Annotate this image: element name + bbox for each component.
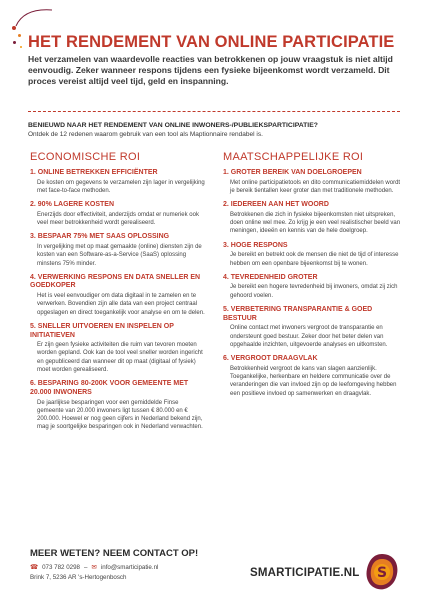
item-title: 3. HOGE RESPONS bbox=[223, 241, 288, 249]
social-roi-heading: MAATSCHAPPELIJKE ROI bbox=[223, 151, 364, 163]
economic-item bbox=[30, 233, 205, 267]
email-link[interactable]: info@smarticipatie.nl bbox=[100, 563, 159, 571]
phone-icon: ☎ bbox=[30, 564, 39, 571]
item-text: Online contact met inwoners vergroot de transparantie en ondersteunt goed bestuur. Zeker door het beter delen van opgehaalde inzichten, uitgevoerde analyses en uitkomsten. bbox=[230, 325, 388, 348]
item-title: 6. VERGROOT DRAAGVLAK bbox=[223, 355, 318, 363]
social-item bbox=[223, 242, 405, 268]
social-item bbox=[223, 169, 405, 195]
decorative-curve bbox=[14, 6, 54, 28]
social-item bbox=[223, 201, 405, 235]
address: Brink 7, 5236 AR 's-Hertogenbosch bbox=[30, 574, 127, 581]
economic-roi-heading: ECONOMISCHE ROI bbox=[30, 151, 141, 163]
item-text: Betrokkenheid vergroot de kans van slagen aanzienlijk. Toegankelijke, herkenbare en heldere communicatie over de veranderingen die van invloed zijn op de leefomgeving hebben een positieve invloed op samenwerken en draagvlak. bbox=[230, 365, 397, 397]
economic-item bbox=[30, 201, 205, 227]
social-roi-column bbox=[223, 151, 405, 404]
item-text: De jaarlijkse besparingen voor een gemiddelde Finse gemeente van 20.000 inwoners ligt tussen € 80.000 en € 200.000. Hoewel er nog geen cijfers in Nederland bekend zijn, mag je soortgelijke besparingen ook in Nederland verwachten. bbox=[37, 399, 203, 431]
social-item bbox=[223, 274, 405, 300]
economic-item bbox=[30, 169, 205, 195]
item-title: 2. IEDEREEN AAN HET WOORD bbox=[223, 201, 329, 209]
item-text: Met online participatietools en dito communicatiemiddelen wordt je bereik tientallen keer groter dan met traditionele methoden. bbox=[230, 179, 401, 194]
item-title: 6. BESPARING 80-200K VOOR GEMEENTE MET 20.000 INWONERS bbox=[30, 380, 189, 396]
phone-number[interactable]: 073 782 0298 bbox=[42, 563, 80, 571]
smarticipatie-logo[interactable] bbox=[364, 552, 400, 592]
intro-text: Het verzamelen van waardevolle reacties van betrokkenen op jouw vraagstuk is niet altijd eenvoudig. Zeker wanneer respons tijdens een fysieke bijeenkomst wordt verzameld. Dit proces vereist altijd veel tijd, geld en inspanning. bbox=[28, 54, 393, 87]
contact-heading: MEER WETEN? NEEM CONTACT OP! bbox=[30, 548, 199, 559]
item-text: Er zijn geen fysieke activiteiten die ruim van tevoren moeten worden gepland. Ook kan de tool veel sneller worden ingericht en gepubliceerd dan wanneer dit op maat (digitaal of fysiek) moet worden gerealiseerd. bbox=[37, 342, 203, 374]
item-title: 4. TEVREDENHEID GROTER bbox=[223, 273, 318, 281]
item-title: 1. ONLINE BETREKKEN EFFICIËNTER bbox=[30, 169, 158, 176]
item-title: 5. SNELLER UITVOEREN EN INSPELEN OP INITIATIEVEN bbox=[30, 322, 174, 339]
question-subtext: Ontdek de 12 redenen waarom gebruik van een tool als Maptionnaire rendabel is. bbox=[28, 131, 263, 138]
item-text: Betrokkenen die zich in fysieke bijeenkomsten niet uitspreken, doen online wel mee. Zo krijg je een veel realistischer beeld van meningen, ideeën en kennis van de hele doelgroep. bbox=[230, 211, 401, 235]
item-title: 2. 90% LAGERE KOSTEN bbox=[30, 201, 115, 209]
brand-name[interactable]: SMARTICIPATIE.NL bbox=[250, 567, 360, 579]
economic-item bbox=[30, 380, 205, 431]
item-text: Enerzijds door effectiviteit, anderzijds omdat er numeriek ook veel meer betrokkenheid wordt gerealiseerd. bbox=[37, 211, 199, 227]
economic-item bbox=[30, 323, 205, 374]
question-heading: BENIEUWD NAAR HET RENDEMENT VAN ONLINE INWONERS-/PUBLIEKSPARTICIPATIE? bbox=[28, 122, 318, 129]
item-text: Je bereikt en betrekt ook de mensen die niet de tijd of interesse hebben om een openbare bijeenkomst bij te wonen. bbox=[230, 252, 399, 267]
logo-letter: S bbox=[376, 565, 388, 581]
item-title: 4. VERWERKING RESPONS EN DATA SNELLER EN GOEDKOPER bbox=[30, 273, 201, 290]
item-title: 3. BESPAAR 75% MET SAAS OPLOSSING bbox=[30, 233, 170, 241]
item-title: 5. VERBETERING TRANSPARANTIE & GOED BESTUUR bbox=[223, 306, 373, 322]
economic-roi-column bbox=[30, 151, 205, 438]
item-title: 1. GROTER BEREIK VAN DOELGROEPEN bbox=[223, 169, 362, 176]
mail-icon: ✉ bbox=[91, 564, 97, 571]
item-text: Het is veel eenvoudiger om data digitaal in te zamelen en te verwerken. Bovendien zijn alle data van een project centraal opgeslagen en direct toegankelijk voor analyse en om te delen. bbox=[37, 293, 205, 316]
economic-item bbox=[30, 274, 205, 317]
item-text: De kosten om gegevens te verzamelen zijn lager in vergelijking met face-to-face methoden. bbox=[37, 179, 205, 194]
item-text: Je bereikt een hogere tevredenheid bij inwoners, omdat zij zich gehoord voelen. bbox=[230, 284, 398, 299]
divider bbox=[28, 111, 400, 112]
social-item bbox=[223, 306, 405, 349]
contact-details bbox=[30, 563, 158, 571]
page-title: HET RENDEMENT VAN ONLINE PARTICIPATIE bbox=[28, 33, 395, 51]
social-item bbox=[223, 355, 405, 398]
decorative-dots bbox=[10, 26, 28, 54]
separator: – bbox=[83, 563, 88, 571]
item-text: In vergelijking met op maat gemaakte (online) diensten zijn de kosten van een Software-as-a-Service (SaaS) oplossing minstens 75% minder. bbox=[37, 243, 202, 267]
